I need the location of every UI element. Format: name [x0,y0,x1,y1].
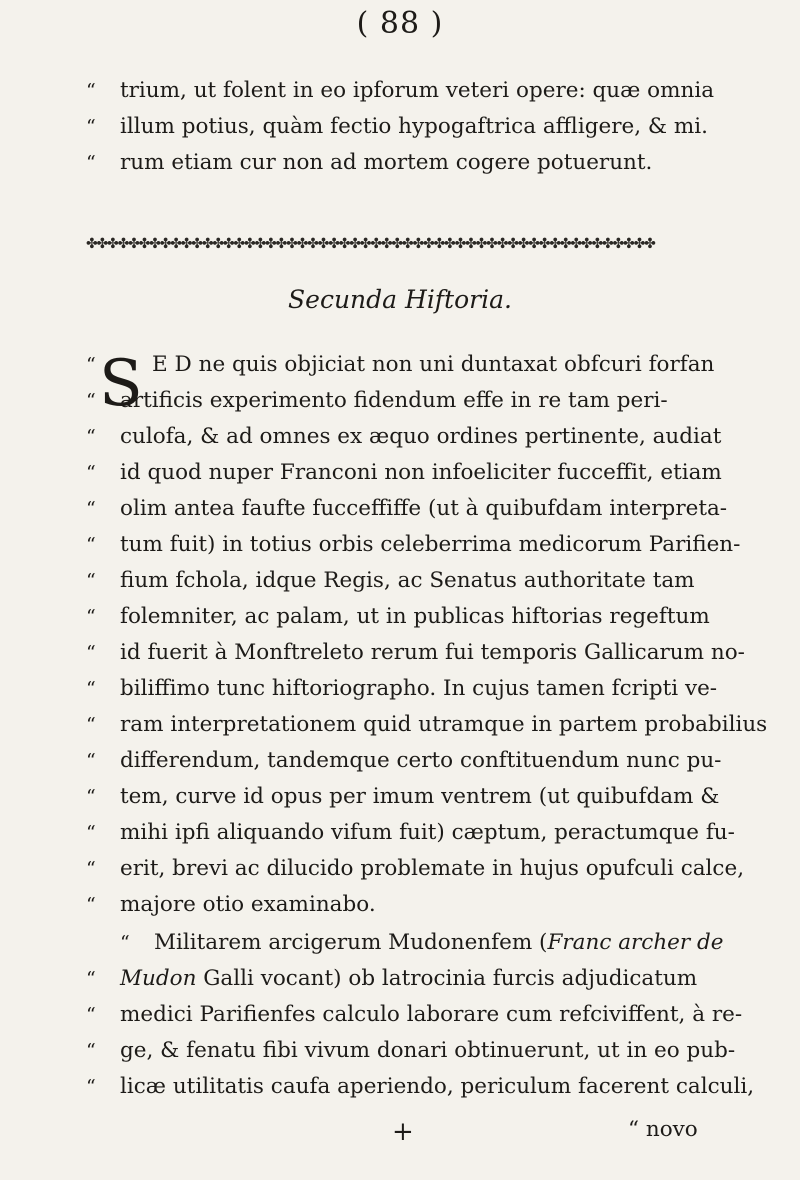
quote-mark: “ [86,462,96,484]
quote-mark: “ [86,786,96,808]
text-line [86,1036,766,1066]
line-text: rum etiam cur non ad mortem cogere potuerunt. [120,150,653,175]
quote-mark: “ [86,1040,96,1062]
text-line [86,674,766,704]
text-line [86,818,766,848]
text-line [86,386,766,416]
quote-mark: “ [86,390,96,412]
quote-mark: “ [86,152,96,174]
line-text: ram interpretationem quid utramque in partem probabilius [120,712,768,737]
line-text: fium fchola, idque Regis, ac Senatus authoritate tam [120,568,695,593]
quote-mark: “ [86,750,96,772]
text-line [86,422,766,452]
text-line [86,350,766,380]
line-text: Galli vocant) ob latrocinia furcis adjudicatum [196,966,698,991]
quote-mark: “ [628,1117,639,1142]
quote-mark: “ [86,116,96,138]
quote-mark: “ [86,534,96,556]
text-line [86,746,766,776]
line-text-italic: Franc archer de [547,930,724,955]
quote-mark: “ [86,80,96,102]
quote-mark: “ [86,426,96,448]
quote-mark: “ [86,894,96,916]
text-line [86,76,766,106]
text-line [120,928,800,958]
text-line [86,458,766,488]
line-text: artificis experimento fidendum effe in re tam peri- [120,388,668,413]
line-text: licæ utilitatis caufa aperiendo, periculum facerent calculi, [120,1074,755,1099]
text-line [86,638,766,668]
quote-mark: “ [86,714,96,736]
quote-mark: “ [86,570,96,592]
quote-mark: “ [86,642,96,664]
line-text: medici Parifienfes calculo laborare cum refciviffent, à re- [120,1002,743,1027]
quote-mark: “ [86,1004,96,1026]
line-text: olim antea faufte fucceffiffe (ut à quibufdam interpreta- [120,496,728,521]
text-line [86,854,766,884]
line-text: Militarem arcigerum Mudonenfem ( [154,930,548,955]
page-number: ( 88 ) [356,6,444,41]
catchword [628,1117,698,1142]
ornament-rule: ✤✤✤✤✤✤✤✤✤✤✤✤✤✤✤✤✤✤✤✤✤✤✤✤✤✤✤✤✤✤✤✤✤✤✤✤✤✤✤✤✤✤✤✤✤✤✤✤✤✤✤✤✤✤ [86,236,655,252]
line-text: ge, & fenatu fibi vivum donari obtinuerunt, ut in eo pub- [120,1038,736,1063]
line-text: id quod nuper Franconi non infoeliciter fucceffit, etiam [120,460,722,485]
line-text: folemniter, ac palam, ut in publicas hiftorias regeftum [120,604,710,629]
quote-mark: “ [86,354,96,376]
text-line [86,1000,766,1030]
line-text: tem, curve id opus per imum ventrem (ut quibufdam & [120,784,720,809]
section-title: Secunda Hiftoria. [288,285,512,314]
line-text: differendum, tandemque certo conftituendum nunc pu- [120,748,722,773]
text-line [86,782,766,812]
catchword-text: novo [645,1117,698,1142]
signature-mark: + [392,1117,414,1147]
line-text: E D ne quis objiciat non uni duntaxat obfcuri forfan [152,352,715,377]
quote-mark: “ [86,858,96,880]
line-text: erit, brevi ac dilucido problemate in hujus opufculi calce, [120,856,745,881]
quote-mark: “ [86,1076,96,1098]
quote-mark: “ [86,678,96,700]
quote-mark: “ [86,968,96,990]
text-line [86,112,766,142]
quote-mark: “ [86,498,96,520]
line-text: illum potius, quàm fectio hypogaftrica affligere, & mi. [120,114,708,139]
line-text: culofa, & ad omnes ex æquo ordines pertinente, audiat [120,424,722,449]
line-text: trium, ut folent in eo ipforum veteri opere: quæ omnia [120,78,715,103]
quote-mark: “ [120,932,130,954]
text-line [86,890,766,920]
line-text: majore otio examinabo. [120,892,376,917]
text-line [86,1072,766,1102]
line-text-italic: Mudon [120,966,197,991]
drop-cap: S [99,347,143,421]
quote-mark: “ [86,822,96,844]
text-line [86,602,766,632]
line-text: id fuerit à Monftreleto rerum fui temporis Gallicarum no- [120,640,745,665]
text-line [86,530,766,560]
line-text: mihi ipfi aliquando vifum fuit) cæptum, peractumque fu- [120,820,735,845]
text-line [86,148,766,178]
text-line [86,964,766,994]
text-line [86,494,766,524]
quote-mark: “ [86,606,96,628]
text-line [86,710,766,740]
line-text: tum fuit) in totius orbis celeberrima medicorum Parifien- [120,532,741,557]
line-text: biliffimo tunc hiftoriographo. In cujus tamen fcripti ve- [120,676,718,701]
text-line [86,566,766,596]
